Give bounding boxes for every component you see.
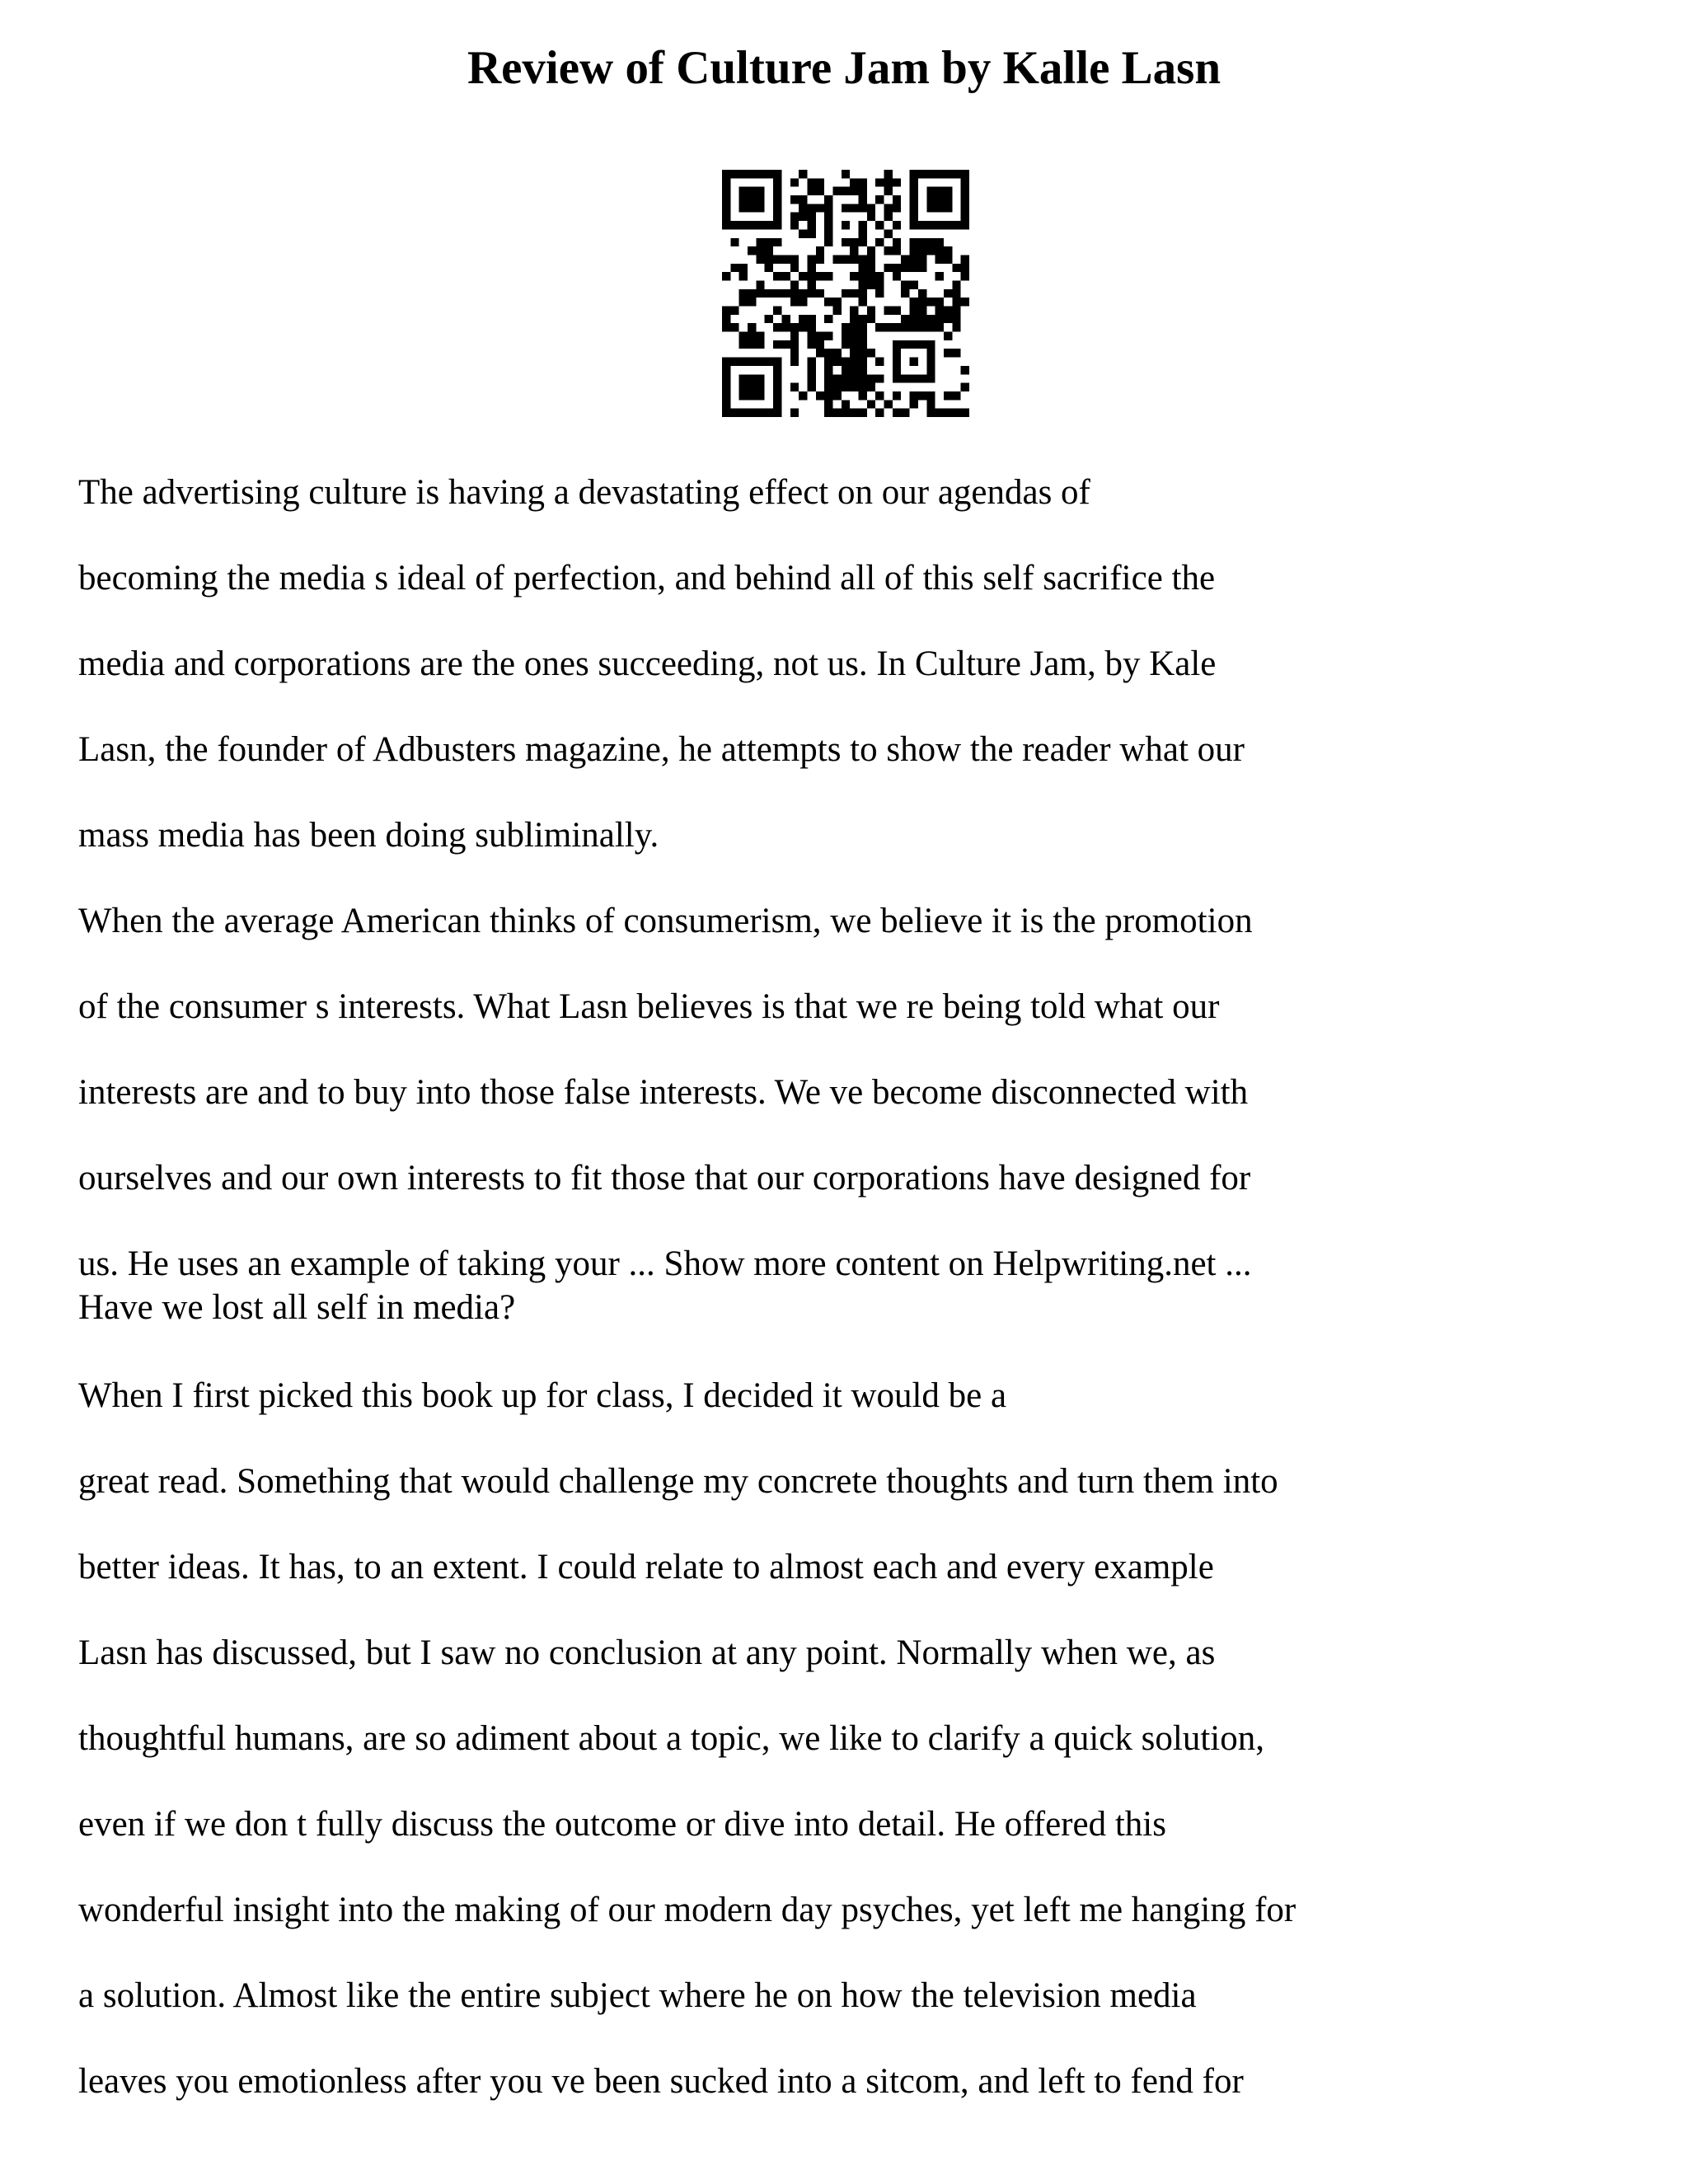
text-line: great read. Something that would challenge my concrete thoughts and turn them into [78,1462,1278,1501]
qr-code-icon [722,170,969,417]
text-line: mass media has been doing subliminally. [78,816,659,855]
text-line: of the consumer s interests. What Lasn believes is that we re being told what our [78,987,1220,1026]
text-line: interests are and to buy into those false interests. We ve become disconnected with [78,1073,1249,1112]
text-line: a solution. Almost like the entire subject where he on how the television media [78,1976,1197,2015]
text-line: becoming the media s ideal of perfection, and behind all of this self sacrifice the [78,559,1216,598]
text-line: ourselves and our own interests to fit those that our corporations have designed for [78,1159,1251,1197]
text-line: leaves you emotionless after you ve been sucked into a sitcom, and left to fend for [78,2062,1244,2101]
text-line: Lasn, the founder of Adbusters magazine, he attempts to show the reader what our [78,730,1245,769]
text-line: us. He uses an example of taking your ... Show more content on Helpwriting.net ... [78,1244,1252,1283]
text-line: wonderful insight into the making of our modern day psyches, yet left me hanging for [78,1891,1296,1929]
text-line: thoughtful humans, are so adiment about a topic, we like to clarify a quick solution, [78,1719,1264,1758]
text-line: media and corporations are the ones succeeding, not us. In Culture Jam, by Kale [78,644,1217,683]
section-heading: Have we lost all self in media? [78,1288,516,1327]
text-line: Lasn has discussed, but I saw no conclusion at any point. Normally when we, as [78,1633,1216,1672]
text-line: even if we don t fully discuss the outcome or dive into detail. He offered this [78,1805,1166,1844]
text-line: The advertising culture is having a devastating effect on our agendas of [78,473,1090,512]
text-line: When the average American thinks of consumerism, we believe it is the promotion [78,902,1253,940]
text-line: When I first picked this book up for class, I decided it would be a [78,1376,1007,1415]
text-line: better ideas. It has, to an extent. I could relate to almost each and every example [78,1548,1214,1586]
page-title: Review of Culture Jam by Kalle Lasn [467,42,1221,94]
